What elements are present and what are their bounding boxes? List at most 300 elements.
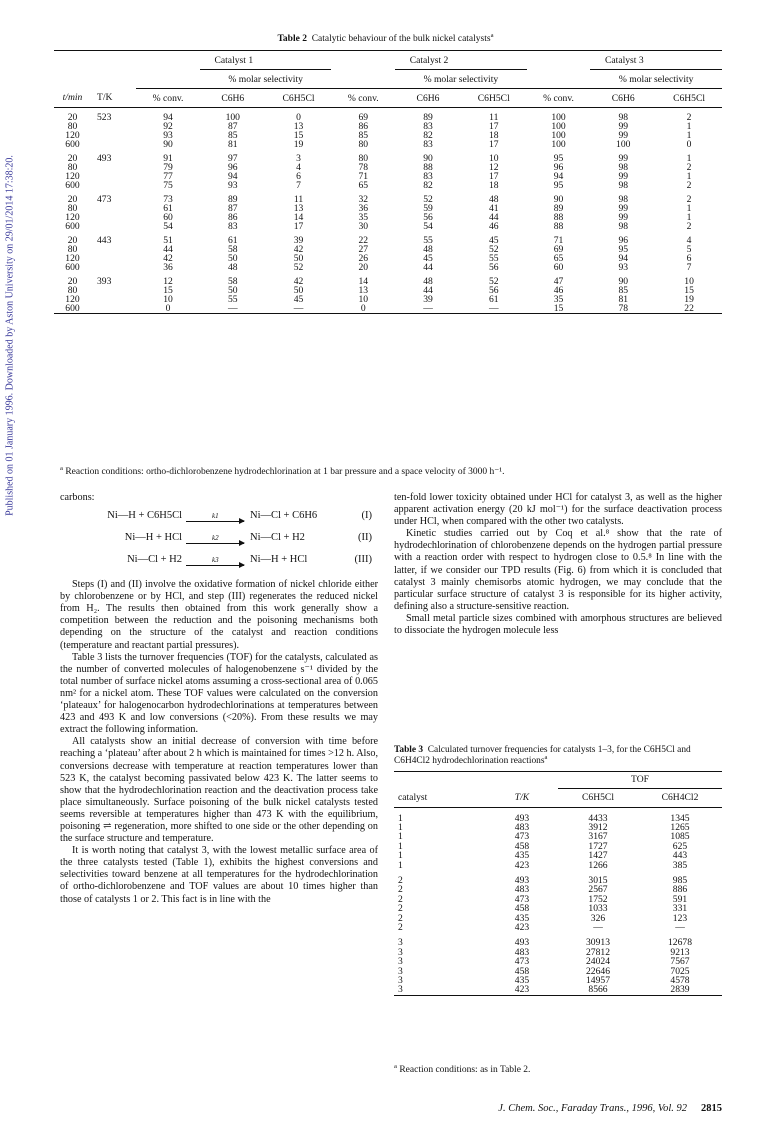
table3-cell: 2 (398, 921, 403, 933)
table3-cell: 3015 (588, 874, 608, 886)
selectivity-label-2: % molar selectivity (423, 73, 499, 85)
table2-cell: 55 (423, 235, 433, 246)
page-number: 2815 (701, 1103, 722, 1114)
table2-cell: 100 (551, 139, 566, 150)
table2-cell: 73 (163, 194, 173, 205)
cell-time: 600 (65, 221, 80, 232)
cell-temperature (91, 181, 136, 190)
table2-cell: 14 (358, 276, 369, 287)
table2-cell: 46 (488, 221, 499, 232)
table3-cell: 985 (672, 874, 688, 886)
right-paragraph-3: Small metal particle sizes combined with amorphous structures are believed to dissociate the hydrogen molecule less (394, 612, 722, 637)
table3-cell: 458 (514, 903, 530, 915)
table2-cell: 2 (686, 194, 692, 205)
table3-body (394, 807, 722, 995)
table2-cell: 14 (293, 212, 304, 223)
cell-temperature (91, 213, 136, 222)
eq3-lhs: Ni—Cl + H2 (127, 554, 182, 566)
cell-temperature: 473 (96, 194, 112, 205)
table2-cell: 81 (227, 139, 238, 150)
table2-cell: 47 (553, 276, 564, 287)
table2-cell: 44 (423, 262, 433, 273)
cell-time: 80 (67, 162, 78, 173)
table2-cell: 7 (296, 180, 301, 191)
table3-cell: 7567 (670, 956, 690, 968)
table2-cell: — (461, 304, 527, 314)
table3-cell: 435 (514, 912, 530, 924)
cell-temperature (91, 122, 136, 131)
cell-temperature: 443 (96, 235, 112, 246)
table2-row (54, 222, 722, 231)
table3-cell: — (593, 921, 603, 933)
table2-cell: 88 (423, 162, 433, 173)
table2-cell: 4 (296, 162, 301, 173)
table2-cell: 18 (488, 130, 499, 141)
table2-cell: 90 (553, 194, 564, 205)
table2-cell: 13 (358, 285, 369, 296)
table2-label: Table 2 (277, 34, 307, 44)
table2-cell: 83 (423, 171, 433, 182)
cell-time: 120 (65, 171, 80, 182)
table2-cell: 99 (618, 121, 629, 132)
table2-cell: 82 (423, 130, 433, 141)
catalyst-1-header: Catalyst 1 (214, 54, 254, 66)
table2-cell: 82 (423, 180, 433, 191)
table2-cell: 87 (227, 203, 238, 214)
cell-time: 120 (65, 253, 80, 264)
table2-cell: 65 (553, 253, 564, 264)
table2-cell: 88 (553, 221, 564, 232)
table3-cell: 4578 (670, 975, 690, 986)
table3-cell: 1 (398, 812, 403, 824)
table3-cell: 423 (514, 984, 530, 996)
table2-cell: 93 (618, 262, 629, 273)
table2-cell: 89 (227, 194, 238, 205)
cell-time: 20 (67, 235, 78, 246)
table2-cell: 88 (553, 212, 564, 223)
table3-cell: 3 (398, 937, 403, 949)
table2-cell: 86 (358, 121, 369, 132)
table2-cell: 52 (488, 244, 499, 255)
table2-cell: 79 (163, 162, 173, 173)
cell-temperature (91, 163, 136, 172)
table2-cell: 3 (296, 153, 301, 164)
table2-cell: 99 (618, 153, 629, 164)
table2-title: Catalytic behaviour of the bulk nickel catalysts (311, 34, 491, 44)
table2-cell: 99 (618, 212, 629, 223)
right-column (394, 492, 722, 637)
table2-cell: 11 (489, 112, 499, 123)
table2-cell: 50 (293, 285, 304, 296)
cell-temperature (91, 254, 136, 263)
table2-cell: 51 (163, 235, 173, 246)
table3-row (394, 923, 722, 932)
table2-cell: 58 (227, 276, 238, 287)
table2-cell: 17 (488, 121, 499, 132)
table2-cell: 18 (488, 180, 499, 191)
table2-cell: 100 (551, 130, 566, 141)
table2-cell: 13 (293, 121, 304, 132)
table2-cell: 45 (293, 294, 304, 305)
table3-grid (394, 771, 722, 996)
table3-cell: 7025 (670, 965, 690, 977)
table2-row (54, 140, 722, 149)
table2-cell: 52 (293, 262, 304, 273)
selectivity-label-3: % molar selectivity (618, 73, 694, 85)
table2-cell: 98 (618, 194, 629, 205)
download-watermark (0, 0, 22, 1129)
eq2-lhs: Ni—H + HCl (124, 532, 182, 544)
table3-cell: 8566 (588, 984, 608, 996)
table2-cell: 93 (163, 130, 173, 141)
table2-cell: — (200, 304, 266, 314)
table2 (54, 50, 722, 314)
table3-cell: 473 (514, 831, 530, 843)
tof-header: TOF (631, 774, 649, 786)
table3-footnote-text: Reaction conditions: as in Table 2. (399, 1065, 531, 1075)
table2-caption-mark: a (490, 31, 494, 39)
table2-footnote-text: Reaction conditions: ortho-dichlorobenzene hydrodechlorination at 1 bar pressure and a space velocity of 3000 h⁻¹. (65, 467, 505, 477)
table2-cell: 1 (686, 121, 692, 132)
table2-cell: 99 (618, 130, 629, 141)
table2-cell: 90 (163, 139, 173, 150)
table2-body (54, 108, 722, 314)
catalyst-3-header: Catalyst 3 (605, 54, 644, 66)
table3-cell: — (675, 921, 685, 933)
table2-cell: 42 (293, 276, 304, 287)
table2-cell: 71 (358, 171, 369, 182)
table3-cell: 2 (398, 884, 403, 896)
table2-cell: 69 (553, 244, 564, 255)
table2-row (54, 181, 722, 190)
table2-cell: 55 (227, 294, 238, 305)
table3-cell: 2 (398, 912, 403, 924)
table3-cell: 625 (672, 840, 688, 852)
table2-cell: 0 (296, 112, 301, 123)
cell-temperature (91, 286, 136, 295)
table2-cell: 27 (358, 244, 369, 255)
table2-cell: 81 (618, 294, 629, 305)
cell-time: 80 (67, 121, 78, 132)
table3-cell: 30913 (586, 937, 610, 949)
table2-cell: 52 (488, 276, 499, 287)
table3-cell: 22646 (586, 965, 610, 977)
equation-3 (60, 554, 378, 576)
cell-temperature (91, 263, 136, 272)
table2-cell: 15 (527, 304, 591, 314)
table3-cell: 473 (514, 893, 530, 905)
cell-temperature (91, 140, 136, 149)
cell-temperature (91, 295, 136, 304)
cell-time: 600 (65, 262, 80, 273)
table2-cell: 97 (227, 153, 238, 164)
cell-temperature (91, 222, 136, 231)
table2-cell: 98 (618, 221, 629, 232)
eq2-number: (II) (358, 532, 372, 544)
cell-temperature (91, 304, 136, 314)
table2-cell: 15 (684, 285, 694, 296)
journal-citation: J. Chem. Soc., Faraday Trans., 1996, Vol. 92 (498, 1103, 687, 1114)
table2-cell: 5 (686, 244, 692, 255)
table3-cell: 493 (514, 812, 530, 824)
table3-cell: 2 (398, 903, 403, 915)
table2-cell: 52 (423, 194, 433, 205)
table2-cell: 83 (423, 121, 433, 132)
table2-cell: 61 (163, 203, 173, 214)
cell-time: 20 (67, 276, 78, 287)
table2-cell: 80 (358, 153, 369, 164)
table3-cell: 2567 (588, 884, 608, 896)
cell-time: 80 (67, 285, 78, 296)
t3-col-c6h4cl2: C6H4Cl2 (661, 792, 699, 804)
page-footer (394, 1103, 722, 1114)
table2-cell: 41 (488, 203, 499, 214)
table2-cell: 10 (684, 276, 694, 287)
table2-cell: 61 (488, 294, 499, 305)
table2-cell: 98 (618, 180, 629, 191)
table2-cell: 6 (296, 171, 301, 182)
table2-cell: 50 (227, 285, 238, 296)
table3-cell: 443 (672, 850, 688, 862)
table3-cell: 3 (398, 975, 403, 986)
cell-time: 600 (54, 304, 91, 314)
table2-cell: 0 (686, 139, 692, 150)
table2-cell: 99 (618, 171, 629, 182)
table2-cell: 17 (293, 221, 304, 232)
table2-cell: 95 (618, 244, 629, 255)
table3-footnote-mark: a (394, 1062, 397, 1070)
table2-cell: 1 (686, 130, 692, 141)
cell-temperature: 493 (96, 153, 112, 164)
table2-cell: 30 (358, 221, 369, 232)
table2-footnote (60, 466, 505, 477)
table2-cell: 1 (686, 153, 692, 164)
table2-cell: 54 (423, 221, 433, 232)
col-c6h6-3: C6H6 (611, 92, 635, 104)
right-paragraph-1: ten-fold lower toxicity obtained under HCl for catalyst 3, as well as the higher apparent activation energy (20 kJ mol⁻¹) for the surface deactivation process under HCl, when compared with the other two catalysts. (394, 492, 722, 528)
table2-cell: 69 (358, 112, 369, 123)
table2-cell: 10 (488, 153, 499, 164)
table2-cell: 35 (553, 294, 564, 305)
table2-cell: 36 (358, 203, 369, 214)
table2-cell: 19 (293, 139, 304, 150)
table3-cell: 423 (514, 859, 530, 871)
cell-temperature (91, 172, 136, 181)
table2-cell: 12 (488, 162, 499, 173)
table3-cell: 1345 (670, 812, 690, 824)
table3-cell: 2 (398, 874, 403, 886)
table2-cell: 93 (227, 180, 238, 191)
table3-cell: 3 (398, 956, 403, 968)
table2-cell: 96 (618, 235, 629, 246)
table2-cell: 100 (551, 112, 566, 123)
table3-cell: 3167 (588, 831, 608, 843)
eq1-rhs: Ni—Cl + C6H6 (250, 510, 318, 522)
table2-cell: 13 (293, 203, 304, 214)
col-conv-1: % conv. (152, 92, 184, 104)
cell-time: 20 (67, 153, 78, 164)
table2-cell: 94 (553, 171, 564, 182)
table3-cell: 1 (398, 840, 403, 852)
table3-cell: 385 (672, 859, 688, 871)
table2-cell: 60 (163, 212, 173, 223)
eq3-k: k3 (212, 556, 219, 565)
table2-cell: 96 (227, 162, 238, 173)
table2-cell: 46 (553, 285, 564, 296)
table2-cell: 80 (358, 139, 369, 150)
table2-cell: 99 (618, 203, 629, 214)
cell-time: 120 (65, 294, 80, 305)
table2-column-headers (54, 89, 722, 108)
table2-cell: 0 (136, 304, 200, 314)
t3-col-T-K: T/K (514, 791, 530, 803)
table3-cell: 1 (398, 831, 403, 843)
col-c6h5cl-3: C6H5Cl (673, 92, 706, 104)
left-paragraph-4: It is worth noting that catalyst 3, with the lowest metallic surface area of the three catalysts tested (Table 1), exhibits the highest conversions and selectivities toward benzene at all temperatures for the hydrodechlorination of ortho-dichlorobenzene and TOF values are about 10 times higher than those of catalysts 1 or 2. This fact is in line with the (60, 845, 378, 905)
table2-cell: 35 (358, 212, 369, 223)
table3-cell: 435 (514, 975, 530, 986)
eq1-arrow (186, 521, 244, 522)
table3-cell: 1752 (588, 893, 608, 905)
table2-cell: 22 (656, 304, 722, 314)
table3-cell: 458 (514, 840, 530, 852)
table2-cell: 11 (293, 194, 304, 205)
table3-cell: 493 (514, 937, 530, 949)
table2-cell: 91 (163, 153, 173, 164)
table3-cell: 123 (672, 912, 688, 924)
table3-title: Calculated turnover frequencies for catalysts 1–3, for the C6H5Cl and C6H4Cl2 hydrodechlorination reactions (394, 745, 691, 766)
col-conv-2: % conv. (347, 92, 379, 104)
table2-cell: 75 (163, 180, 173, 191)
table2-cell: 59 (423, 203, 433, 214)
table2-cell: 10 (163, 294, 173, 305)
table3-cell: 27812 (586, 946, 610, 958)
table3-row (394, 861, 722, 870)
table2-cell: 92 (163, 121, 173, 132)
table2-grid (54, 50, 722, 314)
table3-row (394, 985, 722, 995)
table2-cell: 56 (488, 285, 499, 296)
table2-cell: 45 (423, 253, 433, 264)
table2-cell: 71 (553, 235, 564, 246)
col-T-K: T/K (96, 92, 113, 104)
table2-cell: 77 (163, 171, 173, 182)
table2-cell: 50 (293, 253, 304, 264)
table2-cell: 96 (553, 162, 564, 173)
table2-cell: 42 (163, 253, 173, 264)
table2-cell: 19 (684, 294, 694, 305)
table2-cell: 61 (227, 235, 238, 246)
table2-cell: 48 (423, 244, 433, 255)
cell-time: 600 (65, 180, 80, 191)
table3-cell: 886 (672, 884, 688, 896)
table2-cell: 2 (686, 112, 692, 123)
eq2-rhs: Ni—Cl + H2 (250, 532, 305, 544)
col-conv-3: % conv. (543, 92, 574, 104)
table3-cell: 483 (514, 946, 530, 958)
table3-cell: 3 (398, 946, 403, 958)
table3-cell: 435 (514, 850, 530, 862)
col-c6h5cl-1: C6H5Cl (282, 92, 315, 104)
col-c6h6-2: C6H6 (416, 92, 440, 104)
table2-cell: 98 (618, 112, 629, 123)
table2-footnote-mark: a (60, 464, 63, 472)
table2-cell: 78 (590, 304, 656, 314)
cell-time: 20 (67, 112, 78, 123)
table3-label: Table 3 (394, 745, 424, 755)
table2-cell: 95 (553, 153, 564, 164)
table2-cell: 15 (163, 285, 173, 296)
table2-cell: 2 (686, 221, 692, 232)
table2-cell: 87 (227, 121, 238, 132)
table3 (394, 771, 722, 996)
table2-cell: 2 (686, 162, 692, 173)
table3-cell: 1 (398, 859, 403, 871)
cell-time: 80 (67, 244, 78, 255)
table2-cell: 10 (358, 294, 369, 305)
left-paragraph-2: Table 3 lists the turnover frequencies (TOF) for the catalysts, calculated as the number of converted molecules of halogenobenzene s⁻¹ divided by the total number of surface nickel atoms assuming a cross-sectional area of 0.065 nm² for a nickel atom. These TOF values were calculated on the conversion ‘plateaux’ for halogenocarbon hydrodechlorinations at temperatures between 423 and 493 K and low conversions (<20%). From these results we may extract the following information. (60, 651, 378, 736)
table3-cell: 1727 (588, 840, 608, 852)
table2-cell: 0 (331, 304, 395, 314)
table3-cell: 458 (514, 965, 530, 977)
table3-cell: 9213 (670, 946, 690, 958)
table2-cell: 100 (551, 121, 566, 132)
cell-time: 20 (67, 194, 78, 205)
cell-temperature: 393 (96, 276, 112, 287)
table2-cell: 7 (686, 262, 692, 273)
table2-cell: 20 (358, 262, 369, 273)
table2-cell: — (266, 304, 332, 314)
table2-cell: 85 (227, 130, 238, 141)
eq3-number: (III) (354, 554, 372, 566)
table2-cell: 100 (225, 112, 240, 123)
table2-cell: 89 (553, 203, 564, 214)
table2-cell: 78 (358, 162, 369, 173)
table2-cell: 95 (553, 180, 564, 191)
table2-cell: 58 (227, 244, 238, 255)
right-paragraph-2: Kinetic studies carried out by Coq et al.⁸ show that the rate of hydrodechlorination of chlorobenzene depends on the hydrogen partial pressure with a reaction order with respect to hydrogen close to 0.5.⁸ In line with the latter, if we consider our TPD results (Fig. 6) from which it is concluded that catalyst 3 mainly chemisorbs atomic hydrogen, we may conclude that the particular surface structure of catalyst 3 is responsible for its higher activity, defining also a structure-sensitive reaction. (394, 528, 722, 612)
table3-cell: 331 (672, 903, 688, 915)
table3-cell: 1265 (670, 821, 690, 833)
eq3-rhs: Ni—H + HCl (250, 554, 308, 566)
col-c6h6-1: C6H6 (221, 92, 245, 104)
eq1-lhs: Ni—H + C6H5Cl (107, 510, 182, 522)
download-notice: Published on 01 January 1996. Downloaded by Aston University on 29/01/2014 17:38:20. (4, 155, 16, 516)
table2-cell: 90 (423, 153, 433, 164)
table2-cell: 2 (686, 180, 692, 191)
selectivity-label-1: % molar selectivity (228, 73, 303, 85)
col-t-min: t/min (62, 92, 83, 104)
table3-cell: 12678 (668, 937, 692, 949)
t3-col-catalyst: catalyst (398, 791, 428, 803)
table3-caption-mark: a (544, 753, 548, 761)
col-c6h5cl-2: C6H5Cl (477, 92, 510, 104)
table2-cell: 90 (618, 276, 629, 287)
table3-cell: 1033 (588, 903, 608, 915)
table3-cell: 24024 (586, 956, 610, 968)
table2-cell: 1 (686, 203, 692, 214)
carbons-intro: carbons: (60, 492, 95, 503)
table2-cell: 65 (358, 180, 369, 191)
table2-cell: 15 (293, 130, 304, 141)
table2-cell: 39 (293, 235, 304, 246)
table2-cell: 1 (686, 171, 692, 182)
table2-cell: 48 (488, 194, 499, 205)
table2-cell: 12 (163, 276, 173, 287)
cell-time: 600 (65, 139, 80, 150)
table2-cell: 55 (488, 253, 499, 264)
eq3-arrow (186, 565, 244, 566)
